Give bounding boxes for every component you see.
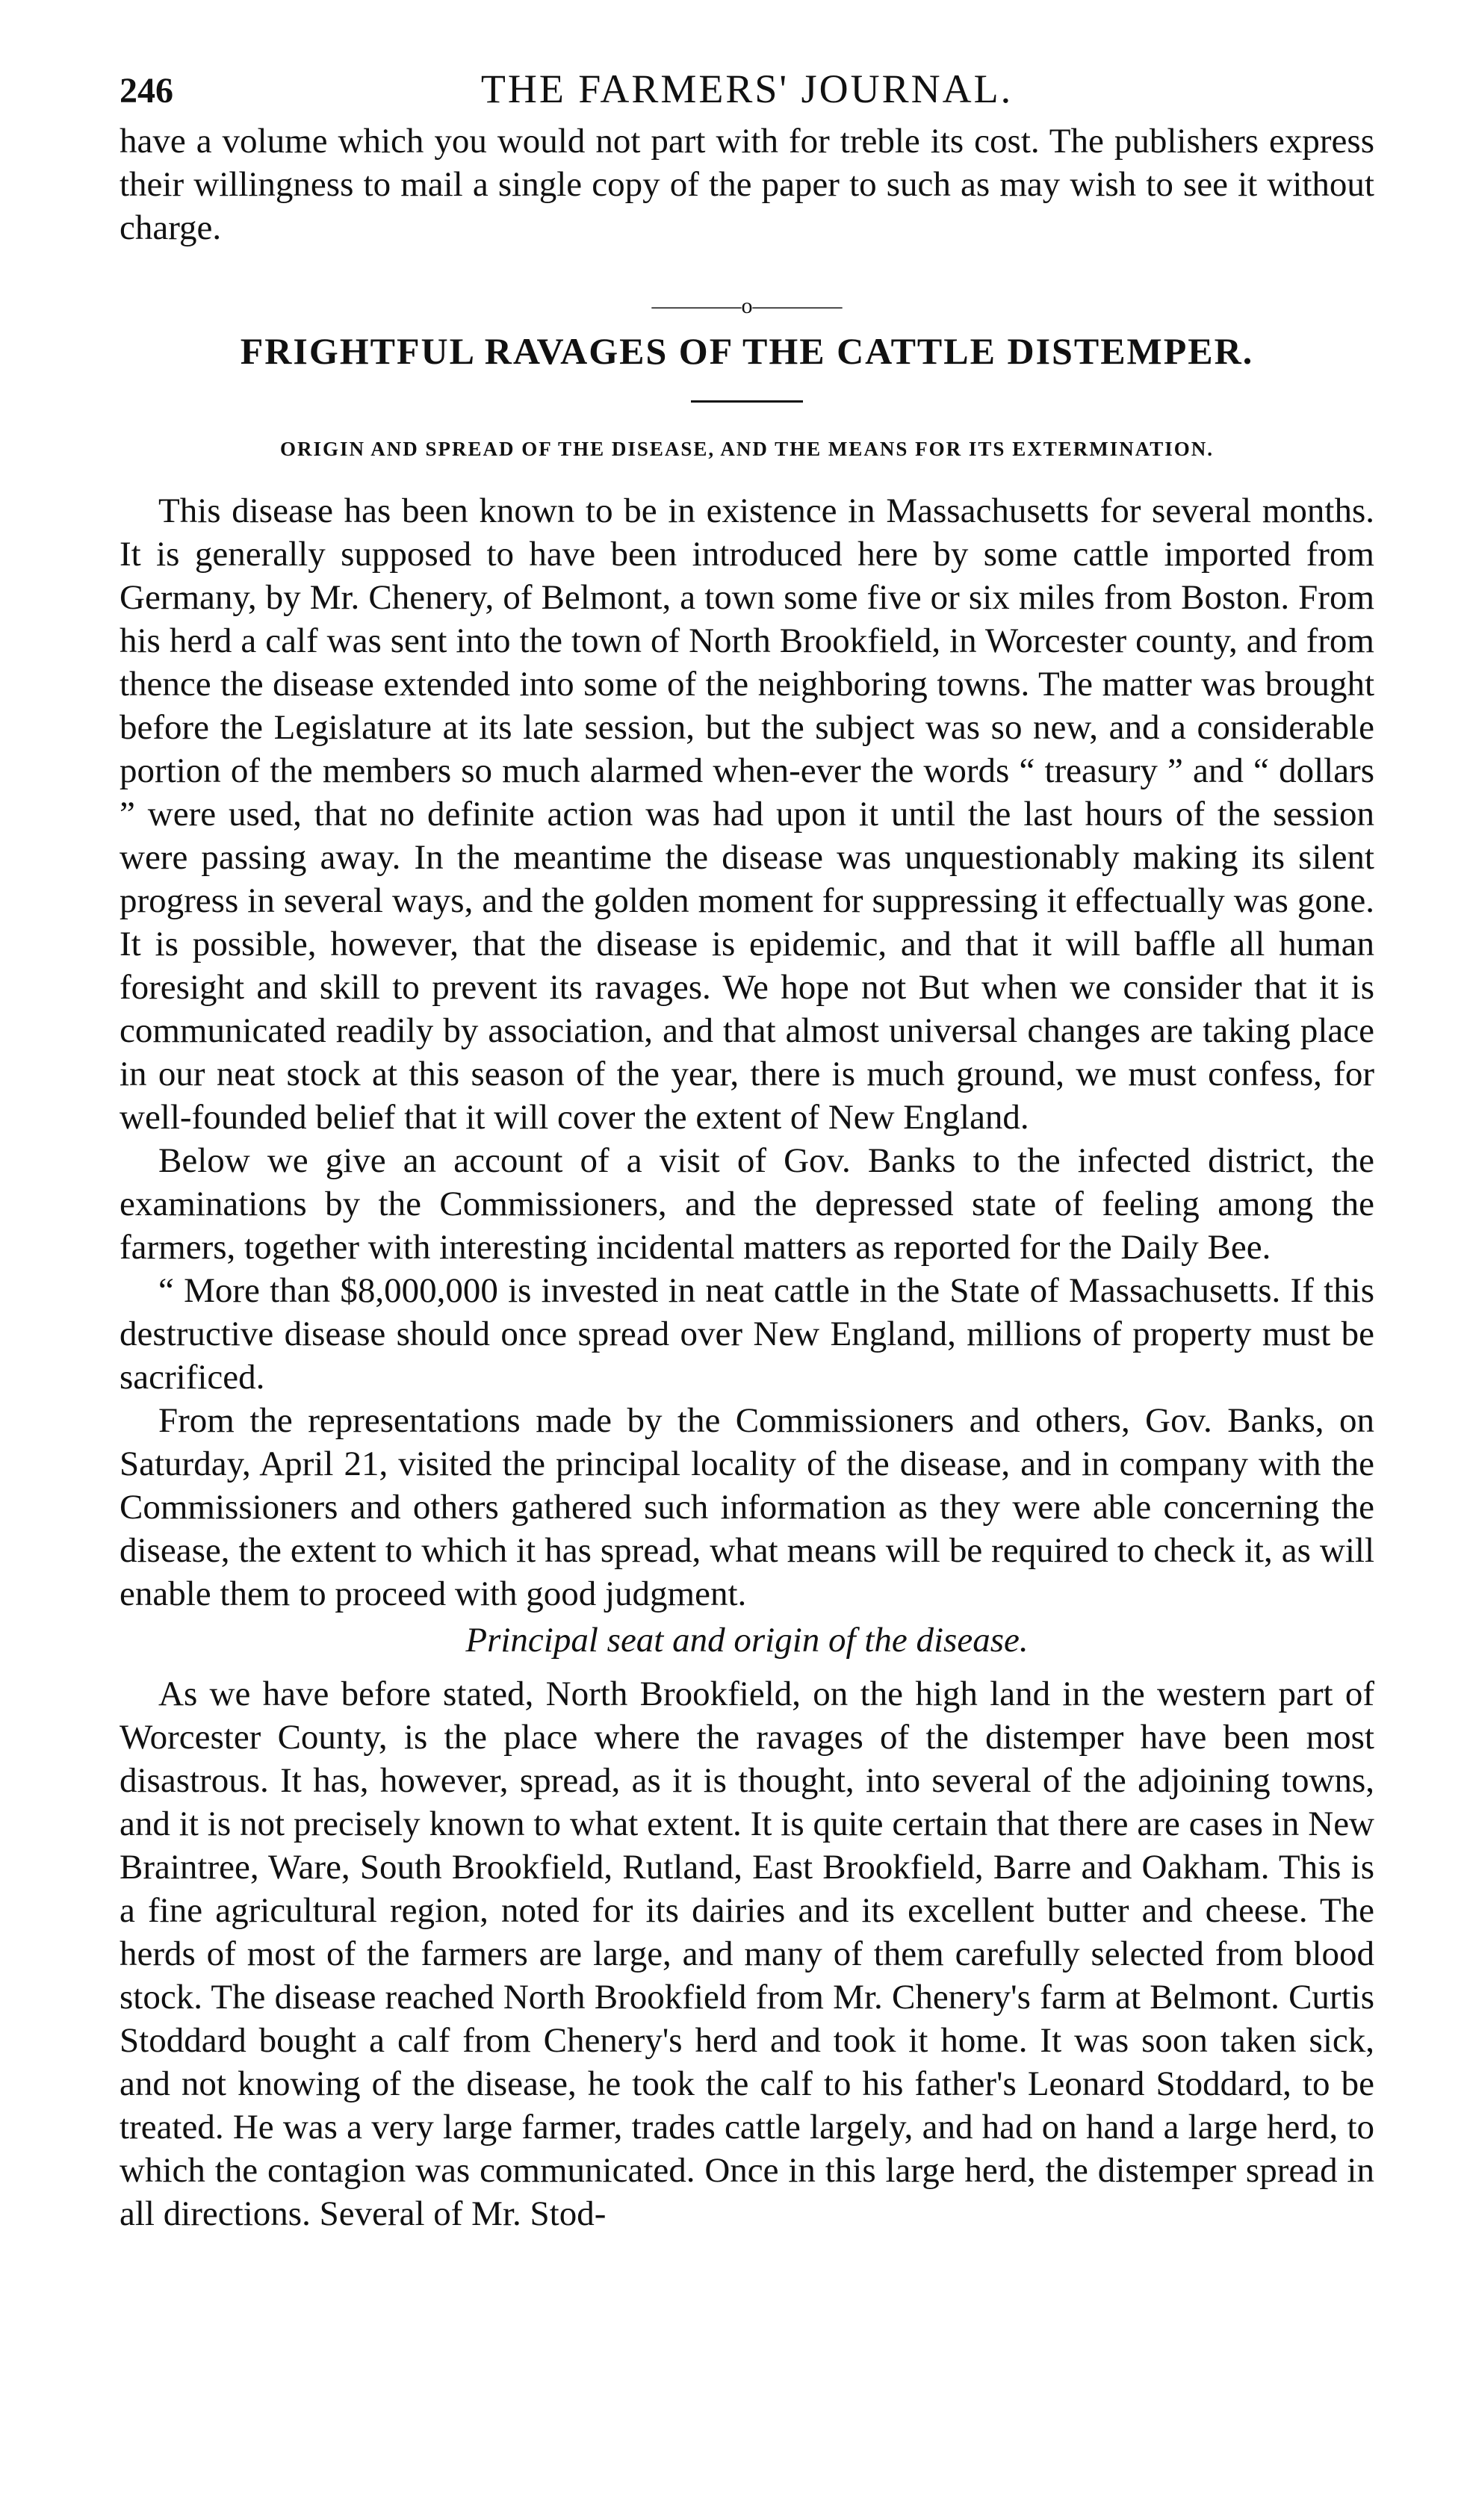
article-body [120,489,1374,1616]
article-paragraph-2: Below we give an account of a visit of Gov. Banks to the infected district, the examinations by the Commissioners, and the depressed state of feeling among the farmers, together with interesting incidental matters as reported for the Daily Bee. [120,1141,1374,1267]
running-head [120,66,1374,120]
section-ornament: ————o———— [651,294,843,318]
headline-rule [691,400,803,403]
article-headline: FRIGHTFUL RAVAGES OF THE CATTLE DISTEMPER. [240,330,1254,372]
journal-title: THE FARMERS' JOURNAL. [480,66,1014,111]
article-subheading: ORIGIN AND SPREAD OF THE DISEASE, AND THE MEANS FOR ITS EXTERMINATION. [280,438,1214,460]
article-paragraph-3: “ More than $8,000,000 is invested in neat cattle in the State of Massachusetts. If this destructive disease should once spread over New England, millions of property must be sacrificed. [120,1271,1374,1397]
article-paragraph-1: This disease has been known to be in existence in Massachusetts for several months. It is generally supposed to have been introduced here by some cattle imported from Germany, by Mr. Chenery, of Belmont, a town some five or six miles from Boston. From his herd a calf was sent into the town of North Brookfield, in Worcester county, and from thence the disease extended into some of the neighboring towns. The matter was brought before the Legislature at its late session, but the subject was so new, and a considerable portion of the members so much alarmed when-ever the words “ treasury ” and “ dollars ” were used, that no definite action was had upon it until the last hours of the session were passing away. In the meantime the disease was unquestionably making its silent progress in several ways, and the golden moment for suppressing it effectually was gone. It is possible, however, that the disease is epidemic, and that it will baffle all human foresight and skill to prevent its ravages. We hope not But when we consider that it is communicated readily by association, and that almost universal changes are taking place in our neat stock at this season of the year, there is much ground, we must confess, for well-founded belief that it will cover the extent of New England. [120,491,1374,1137]
article-paragraph-4: From the representations made by the Commissioners and others, Gov. Banks, on Saturday, April 21, visited the principal locality of the disease, and in company with the Commissioners and others gathered such information as they were able concerning the disease, the extent to which it has spread, what means will be required to check it, as will enable them to proceed with good judgment. [120,1401,1374,1613]
intro-paragraph: have a volume which you would not part with for treble its cost. The publishers express their willingness to mail a single copy of the paper to such as may wish to see it without charge. [120,122,1374,247]
page-number: 246 [120,71,173,111]
section-paragraph: As we have before stated, North Brookfield, on the high land in the western part of Worcester County, is the place where the ravages of the distemper have been most disastrous. It has, however, spread, as it is thought, into several of the adjoining towns, and it is not precisely known to what extent. It is quite certain that there are cases in New Braintree, Ware, South Brookfield, Rutland, East Brookfield, Barre and Oakham. This is a fine agricultural region, noted for its dairies and its excellent butter and cheese. The herds of most of the farmers are large, and many of them carefully selected from blood stock. The disease reached North Brookfield from Mr. Chenery's farm at Belmont. Curtis Stoddard bought a calf from Chenery's herd and took it home. It was soon taken sick, and not knowing of the disease, he took the calf to his father's Leonard Stoddard, to be treated. He was a very large farmer, trades cattle largely, and had on hand a large herd, to which the contagion was communicated. Once in this large herd, the distemper spread in all directions. Several of Mr. Stod- [120,1675,1374,2233]
section-heading: Principal seat and origin of the disease. [465,1621,1029,1660]
